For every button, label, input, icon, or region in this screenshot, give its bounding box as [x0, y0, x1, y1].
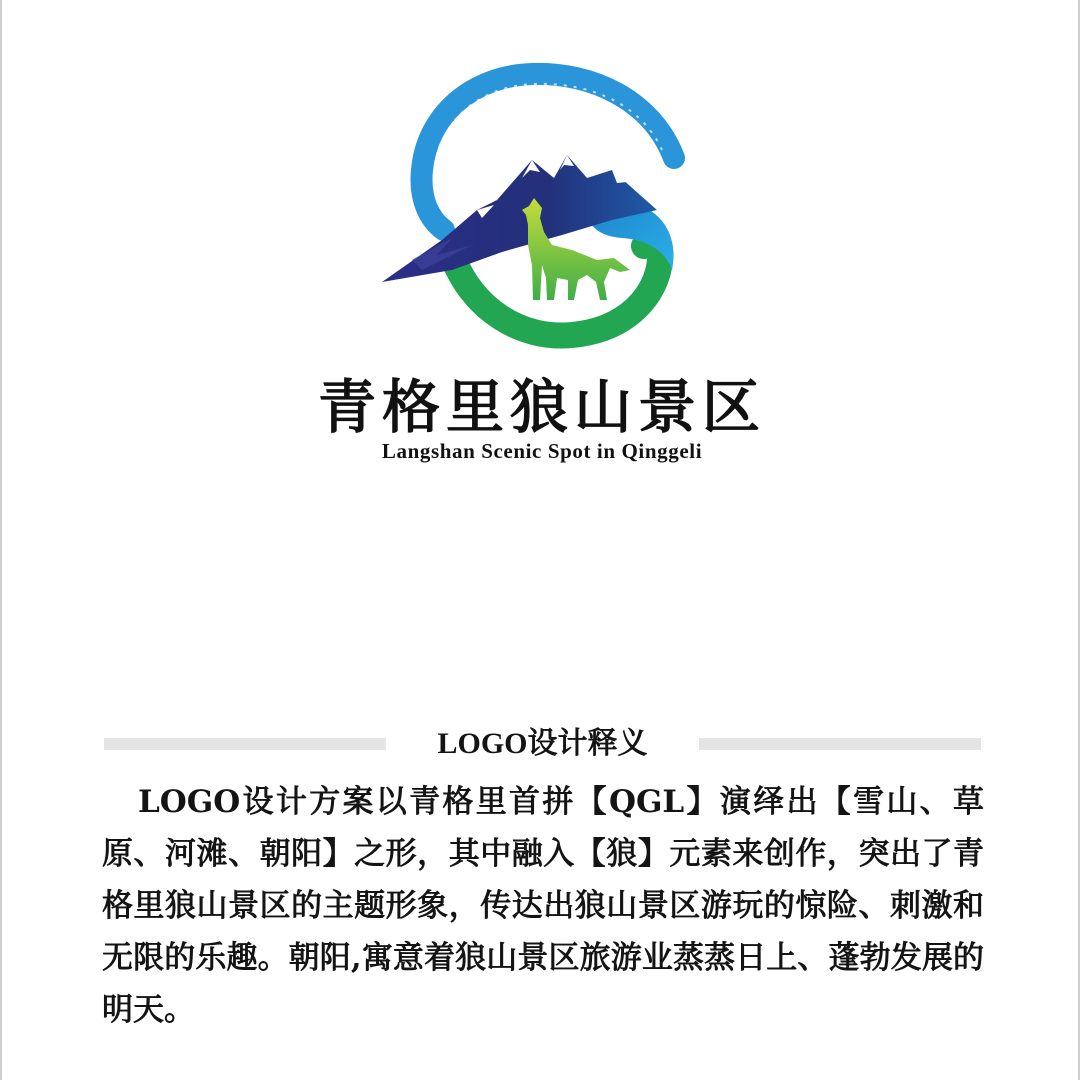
- logo-english-name: Langshan Scenic Spot in Qinggeli: [381, 439, 703, 463]
- heading-divider-right: [699, 738, 981, 750]
- logo-emblem: [382, 60, 692, 355]
- logo-description: LOGO设计方案以青格里首拼【QGL】演绎出【雪山、草原、河滩、朝阳】之形，其中融入【狼】元素来创作，突出了青格里狼山景区的主题形象，传达出狼山景区游玩的惊险、刺激和无限的乐趣。朝阳,寓意着狼山景区旅游业蒸蒸日上、蓬勃发展的明天。: [102, 784, 984, 1028]
- section-heading: LOGO设计释义: [437, 727, 648, 760]
- heading-divider-left: [104, 738, 386, 750]
- logo-chinese-name: 青格里狼山景区: [317, 373, 766, 441]
